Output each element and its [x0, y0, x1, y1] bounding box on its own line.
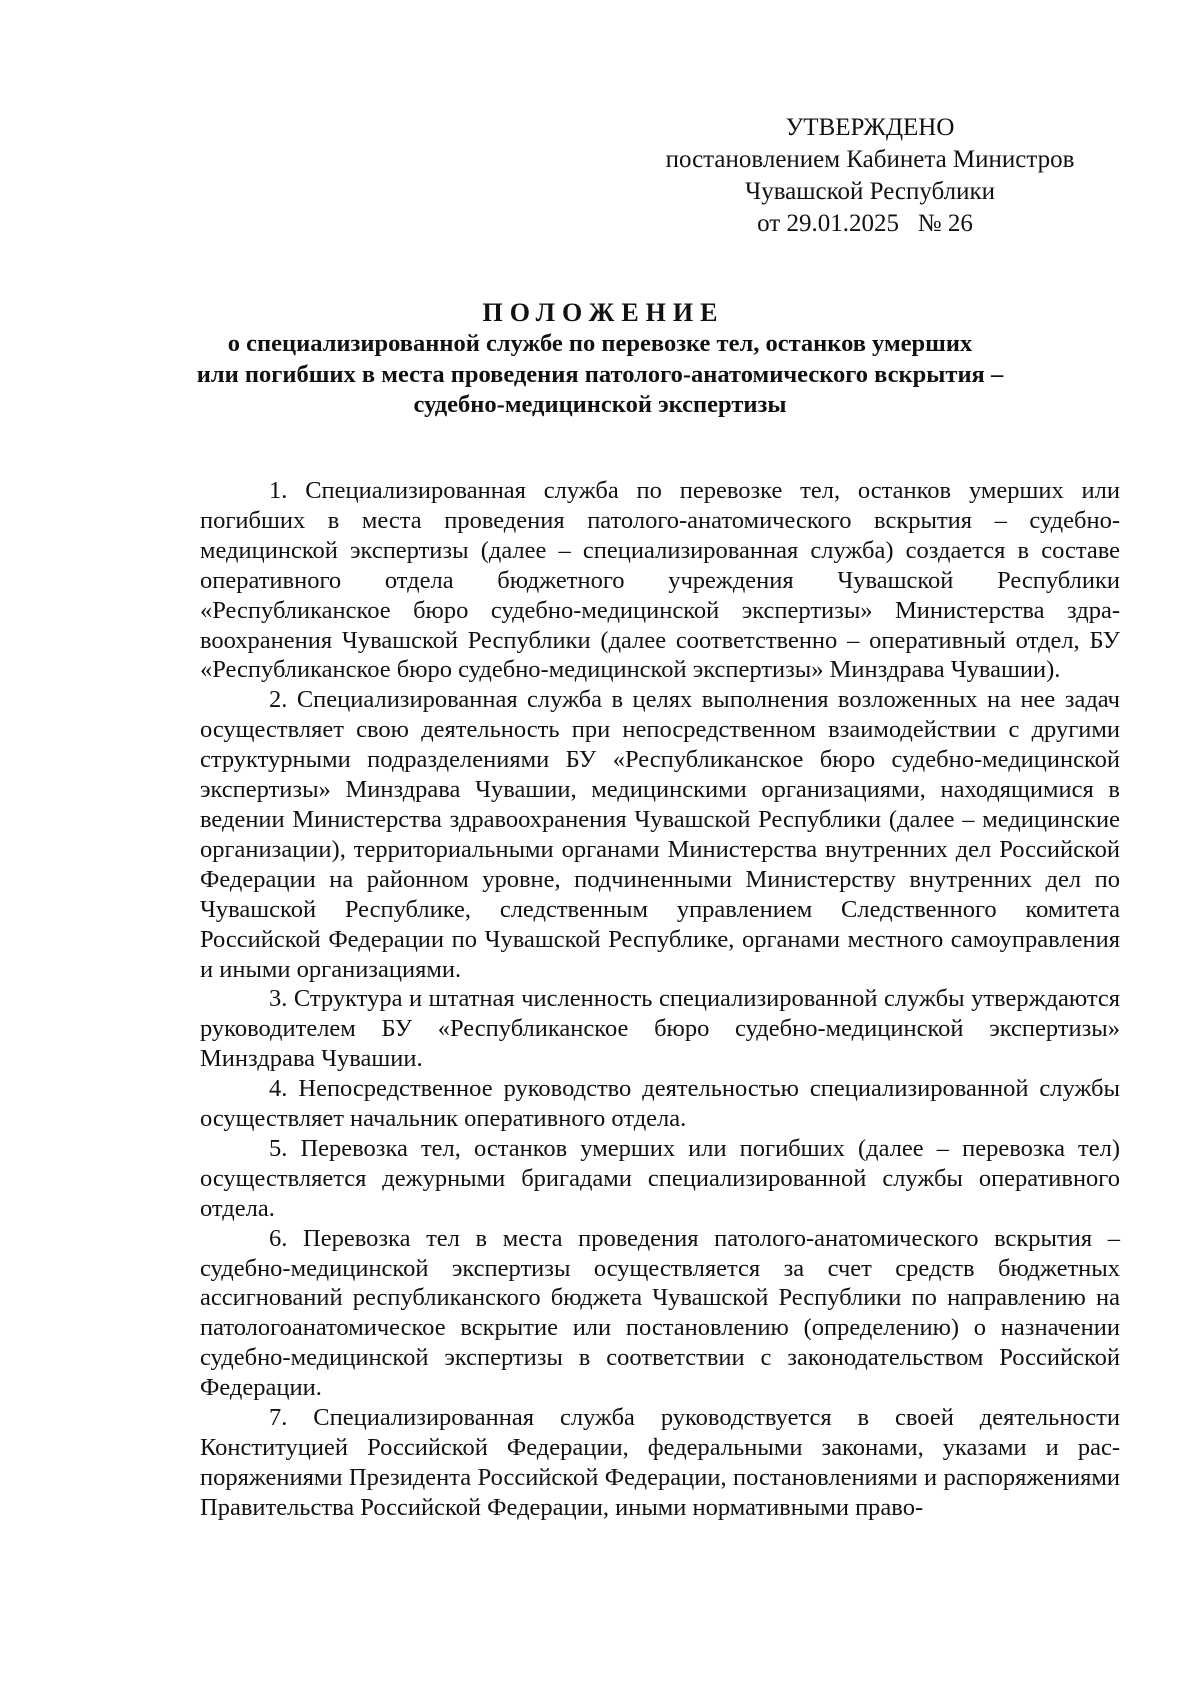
approval-stamp [640, 112, 1100, 240]
approval-date-number: от 29.01.2025 № 26 [757, 210, 973, 237]
paragraph-6: 6. Перевозка тел в места проведения патолого-анатомического вскрытия – судебно-медицинской экспертизы осуществляется за счет средств бюджетных ассигнований республиканского бюджета Чувашской Республики по направлению на патологоанатомическое вскрытие или постановлению (определению) о назначении судебно-медицинской экспертизы в соответствии с законодательством Российской Федерации. [200, 1224, 1120, 1402]
subtitle-line: судебно-медицинской экспертизы [413, 391, 787, 418]
paragraph-1: 1. Специализированная служба по перевозке тел, останков умерших или погибших в места проведения патолого-анатомического вскрытия – судебно-медицинской экспертизы (далее – специализированная служба) создается в составе оперативного отдела бюджетного учреждения Чувашской Республики «Республиканское бюро судебно-медицинской экспертизы» Министерства здравоохранения Чувашской Республики (далее соответственно – оперативный отдел, БУ «Республиканское бюро судебно-медицинской экспертизы» Минздрава Чувашии). [200, 477, 1120, 684]
subtitle-line: или погибших в места проведения патолого-анатомического вскрытия – [196, 360, 1004, 388]
subtitle-line: о специализированной службе по перевозке тел, останков умерших [227, 330, 973, 357]
approval-issuer: постановлением Кабинета Министров [665, 146, 1075, 173]
document-body [200, 476, 1120, 1523]
document-heading: ПОЛОЖЕНИЕ [482, 298, 725, 327]
paragraph-2: 2. Специализированная служба в целях выполнения возложенных на нее задач осуществляет свою деятельность при непосредственном взаимодействии с другими структурными подразделениями БУ «Республиканское бюро судебно-медицинской экспертизы» Минздрава Чувашии, медицинскими организациями, находящимися в ведении Министерства здравоохранения Чувашской Республики (далее – медицинские организации), территориальными органами Министерства внутренних дел Российской Федерации на районном уровне, подчиненными Министерству внутренних дел по Чувашской Республике, следственным управлением Следственного комитета Российской Федерации по Чувашской Республике, органами местного самоуправления и иными организациями. [200, 686, 1120, 983]
document-subtitle [180, 329, 1020, 421]
approval-republic: Чувашской Республики [744, 178, 996, 205]
paragraph-4: 4. Непосредственное руководство деятельностью специализированной службы осуществляет начальник оперативного отдела. [200, 1075, 1120, 1133]
document-title [180, 297, 1020, 421]
paragraph-5: 5. Перевозка тел, останков умерших или погибших (далее – перевозка тел) осуществляется дежурными бригадами специализированной службы оперативного отдела. [200, 1134, 1120, 1222]
approval-status: УТВЕРЖДЕНО [785, 114, 955, 141]
paragraph-7: 7. Специализированная служба руководствуется в своей деятельности Конституцией Российской Федерации, федеральными законами, указами и распоряжениями Президента Российской Федерации, постановлениями и распоряжениями Правительства Российской Федерации, иными нормативными право- [200, 1404, 1120, 1521]
paragraph-3: 3. Структура и штатная численность специализированной службы утверждаются руководителем БУ «Республиканское бюро судебно-медицинской экспертизы» Минздрава Чувашии. [200, 985, 1120, 1073]
